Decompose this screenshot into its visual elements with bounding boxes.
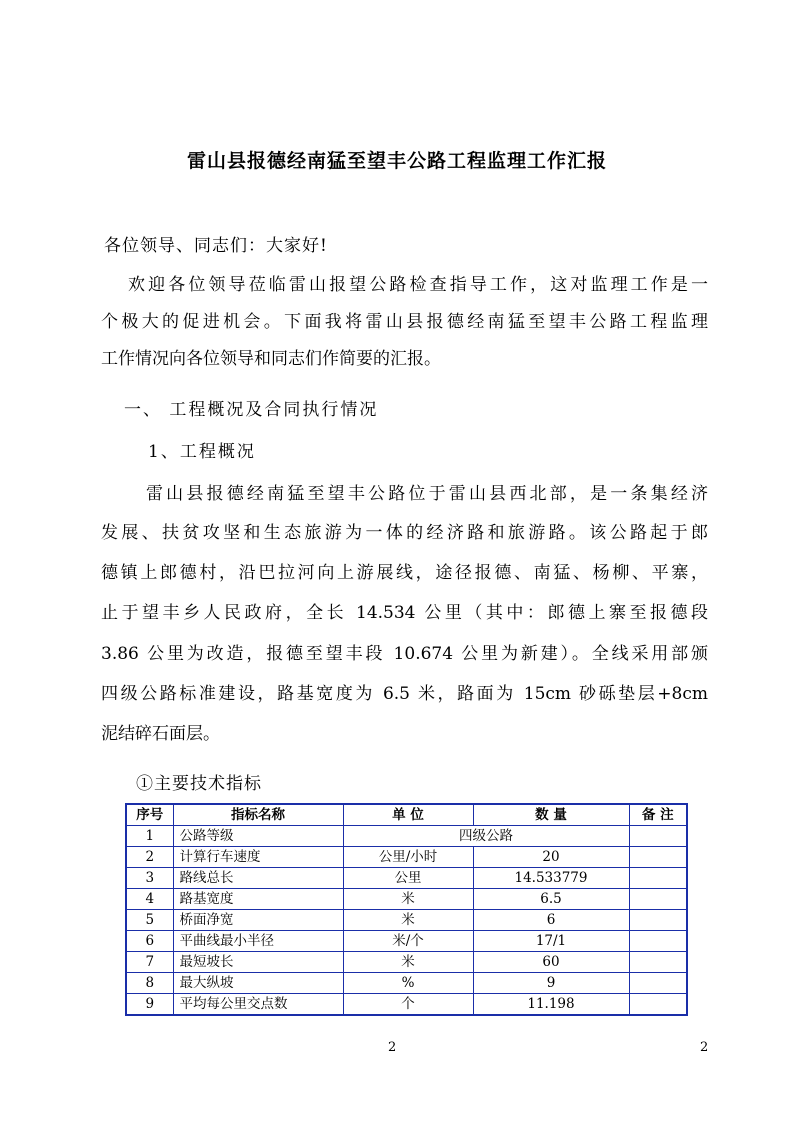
- overview-line-4: 止于望丰乡人民政府，全长 14.534 公里（其中：郎德上寨至报德段: [101, 603, 708, 623]
- table-caption: ①主要技术指标: [136, 774, 262, 794]
- cell-remarks: [629, 826, 687, 847]
- cell-remarks: [629, 868, 687, 889]
- intro-line-3: 工作情况向各位领导和同志们作简要的汇报。: [101, 349, 441, 369]
- overview-line-2: 发展、扶贫攻坚和生态旅游为一体的经济路和旅游路。该公路起于郎: [101, 523, 708, 543]
- header-remarks: 备 注: [629, 804, 687, 826]
- document-title: 雷山县报德经南猛至望丰公路工程监理工作汇报: [186, 150, 607, 172]
- table-row: [126, 910, 687, 931]
- page-number-right: 2: [700, 1040, 709, 1055]
- cell-index: 8: [126, 973, 173, 994]
- header-index: 序号: [126, 804, 173, 826]
- table-row: [126, 889, 687, 910]
- cell-unit: 米: [343, 952, 473, 973]
- cell-indicator-name: 平曲线最小半径: [173, 931, 343, 952]
- cell-unit: 个: [343, 994, 473, 1016]
- cell-remarks: [629, 952, 687, 973]
- cell-quantity: 14.533779: [473, 868, 629, 889]
- table-row: [126, 931, 687, 952]
- cell-index: 6: [126, 931, 173, 952]
- cell-indicator-name: 平均每公里交点数: [173, 994, 343, 1016]
- cell-unit: 米: [343, 889, 473, 910]
- cell-quantity: 9: [473, 973, 629, 994]
- cell-quantity: 20: [473, 847, 629, 868]
- subsection-heading: 1、工程概况: [148, 442, 256, 462]
- table-row: [126, 973, 687, 994]
- cell-indicator-name: 计算行车速度: [173, 847, 343, 868]
- table-row: [126, 847, 687, 868]
- table-row: [126, 868, 687, 889]
- cell-indicator-name: 路线总长: [173, 868, 343, 889]
- cell-indicator-name: 路基宽度: [173, 889, 343, 910]
- cell-quantity: 60: [473, 952, 629, 973]
- cell-index: 7: [126, 952, 173, 973]
- cell-unit: 米/个: [343, 931, 473, 952]
- cell-remarks: [629, 847, 687, 868]
- cell-index: 3: [126, 868, 173, 889]
- cell-quantity: 17/1: [473, 931, 629, 952]
- page-number-center: 2: [388, 1040, 397, 1055]
- intro-line-1: 欢迎各位领导莅临雷山报望公路检查指导工作，这对监理工作是一: [128, 275, 708, 295]
- header-quantity: 数 量: [473, 804, 629, 826]
- cell-remarks: [629, 994, 687, 1016]
- cell-indicator-name: 最大纵坡: [173, 973, 343, 994]
- cell-indicator-name: 桥面净宽: [173, 910, 343, 931]
- section-heading: 一、 工程概况及合同执行情况: [124, 400, 379, 420]
- header-indicator-name: 指标名称: [173, 804, 343, 826]
- cell-remarks: [629, 889, 687, 910]
- header-unit: 单 位: [343, 804, 473, 826]
- overview-line-7: 泥结碎石面层。: [101, 724, 220, 744]
- technical-indicators-table: [125, 803, 688, 1016]
- cell-indicator-name: 公路等级: [173, 826, 343, 847]
- cell-quantity: 6: [473, 910, 629, 931]
- table-header-row: [126, 804, 687, 826]
- cell-unit-quantity-merged: 四级公路: [343, 826, 629, 847]
- cell-unit: 公里/小时: [343, 847, 473, 868]
- cell-unit: %: [343, 973, 473, 994]
- overview-line-3: 德镇上郎德村，沿巴拉河向上游展线，途径报德、南猛、杨柳、平寨，: [101, 563, 708, 583]
- cell-quantity: 11.198: [473, 994, 629, 1016]
- cell-indicator-name: 最短坡长: [173, 952, 343, 973]
- cell-index: 1: [126, 826, 173, 847]
- overview-line-1: 雷山县报德经南猛至望丰公路位于雷山县西北部，是一条集经济: [146, 484, 708, 504]
- overview-line-5: 3.86 公里为改造，报德至望丰段 10.674 公里为新建）。全线采用部颁: [101, 644, 708, 664]
- cell-remarks: [629, 973, 687, 994]
- cell-index: 4: [126, 889, 173, 910]
- table-row: [126, 994, 687, 1016]
- intro-line-2: 个极大的促进机会。下面我将雷山县报德经南猛至望丰公路工程监理: [101, 312, 708, 332]
- greeting: 各位领导、同志们：大家好!: [104, 236, 328, 256]
- overview-line-6: 四级公路标准建设，路基宽度为 6.5 米，路面为 15cm 砂砾垫层+8cm: [101, 684, 708, 704]
- table-row: [126, 826, 687, 847]
- cell-remarks: [629, 910, 687, 931]
- cell-unit: 米: [343, 910, 473, 931]
- table-row: [126, 952, 687, 973]
- cell-index: 9: [126, 994, 173, 1016]
- cell-unit: 公里: [343, 868, 473, 889]
- cell-index: 2: [126, 847, 173, 868]
- cell-index: 5: [126, 910, 173, 931]
- cell-remarks: [629, 931, 687, 952]
- cell-quantity: 6.5: [473, 889, 629, 910]
